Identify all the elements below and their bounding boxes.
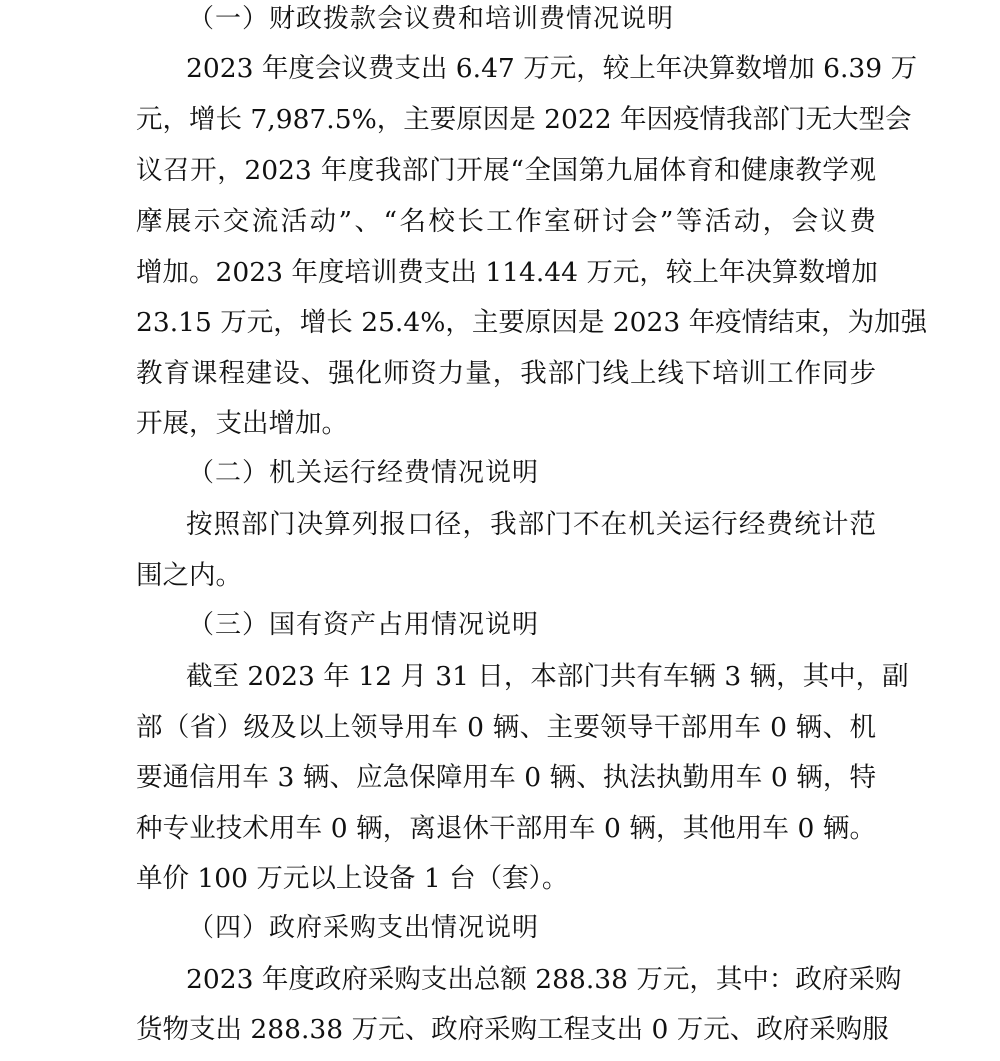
section-heading-1: （一）财政拨款会议费和培训费情况说明 <box>188 4 675 34</box>
paragraph-line: 货物支出 288.38 万元、政府采购工程支出 0 万元、政府采购服 <box>136 1014 889 1045</box>
paragraph-line: 开展，支出增加。 <box>136 408 348 439</box>
paragraph-line: 议召开，2023 年度我部门开展“全国第九届体育和健康教学观 <box>136 155 876 186</box>
paragraph-line: 按照部门决算列报口径，我部门不在机关运行经费统计范 <box>186 509 876 540</box>
section-heading-4: （四）政府采购支出情况说明 <box>188 913 540 943</box>
paragraph-line: 部（省）级及以上领导用车 0 辆、主要领导干部用车 0 辆、机 <box>136 712 876 743</box>
paragraph-line: 2023 年度政府采购支出总额 288.38 万元，其中：政府采购 <box>186 964 902 995</box>
paragraph-line: 截至 2023 年 12 月 31 日，本部门共有车辆 3 辆，其中，副 <box>186 661 909 692</box>
paragraph-line: 2023 年度会议费支出 6.47 万元，较上年决算数增加 6.39 万 <box>186 53 918 84</box>
section-heading-3: （三）国有资产占用情况说明 <box>188 610 540 640</box>
paragraph-line: 种专业技术用车 0 辆，离退休干部用车 0 辆，其他用车 0 辆。 <box>136 813 876 844</box>
paragraph-line: 增加。2023 年度培训费支出 114.44 万元，较上年决算数增加 <box>136 257 878 288</box>
paragraph-line: 围之内。 <box>136 560 242 591</box>
paragraph-line: 23.15 万元，增长 25.4%，主要原因是 2023 年疫情结束，为加强 <box>136 307 928 338</box>
paragraph-line: 要通信用车 3 辆、应急保障用车 0 辆、执法执勤用车 0 辆，特 <box>136 762 876 793</box>
paragraph-line: 单价 100 万元以上设备 1 台（套）。 <box>136 863 569 894</box>
section-heading-2: （二）机关运行经费情况说明 <box>188 458 540 488</box>
paragraph-line: 摩展示交流活动”、“名校长工作室研讨会”等活动，会议费 <box>136 206 876 237</box>
paragraph-line: 教育课程建设、强化师资力量，我部门线上线下培训工作同步 <box>136 358 876 389</box>
paragraph-line: 元，增长 7,987.5%，主要原因是 2022 年因疫情我部门无大型会 <box>136 104 912 135</box>
